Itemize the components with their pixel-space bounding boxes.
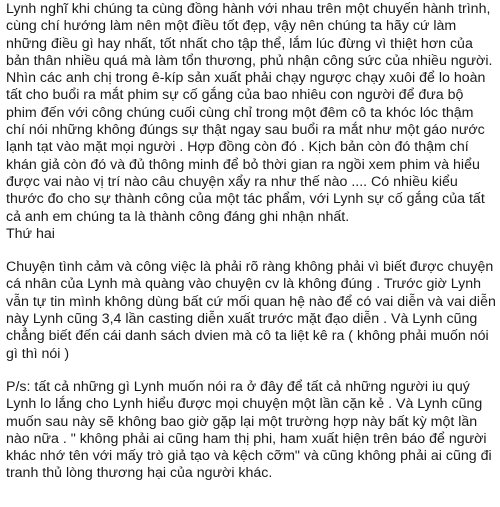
paragraph-second-point: Chuyện tình cảm và công việc là phải rõ ràng không phải vì biết được chuyện cá nhân của Lynh mà quàng vào chuyện cv là không đúng . Trước giờ Lynh vẫn tự tin mình không dùng bất cứ mối quan hệ nào để có vai diễn và vai diễn này Lynh cũng 3,4 lần casting diễn xuất trước mặt đạo diễn . Và Lynh cũng chẳng biết đến cái danh sách dvien mà cô ta liệt kê ra ( không phải muốn nói gì thì nói )	[6, 259, 496, 362]
paragraph-heading-second: Thứ hai	[6, 225, 55, 242]
paragraph-intro: Lynh nghĩ khi chúng ta cùng đồng hành với nhau trên một chuyến hành trình, cùng chí hướng làm nên một điều tốt đẹp, vậy nên chúng ta hãy cứ làm những điều gì hay nhất, tốt nhất cho tập thể, lắm lúc đừng vì thiệt hơn của bản thân nhiều quá mà làm tổn thương, phủ nhận công sức của nhiều người. Nhìn các anh chị trong ê-kíp sản xuất phải chạy ngược chạy xuôi để lo hoàn tất cho buổi ra mắt phim sự cố gắng của bao nhiêu con người để đưa bộ phim đến với công chúng cuối cùng chỉ trong một đêm cô ta khóc lóc thậm chí nói những không đúngs sự thật ngay sau buổi ra mắt như một gáo nước lạnh tạt vào mặt mọi người . Hợp đồng còn đó . Kịch bản còn đó thậm chí khán giả còn đó và đủ thông minh để bỏ thời gian ra ngồi xem phim và hiểu được vai nào vị trí nào câu chuyện xẩy ra như thế nào .... Có nhiều kiểu thước đo cho sự thành công của một tác phẩm, với Lynh sự cố gắng của tất cả anh em chúng ta là thành công đáng ghi nhận nhất.	[6, 1, 493, 225]
paragraph-postscript: P/s: tất cả những gì Lynh muốn nói ra ở đây để tất cả những người iu quý Lynh lo lắng cho Lynh hiểu được mọi chuyện một lần cặn kẻ . Và Lynh cũng muốn sau này sẽ không bao giờ gặp lại một trường hợp này bất kỳ một lần nào nữa . " không phải ai cũng ham thị phi, ham xuất hiện trên báo để người khác nhớ tên với mấy trò giả tạo và kệch cỡm" và cũng không phải ai cũng đi tranh thủ lòng thương hại của người khác.	[6, 378, 492, 482]
